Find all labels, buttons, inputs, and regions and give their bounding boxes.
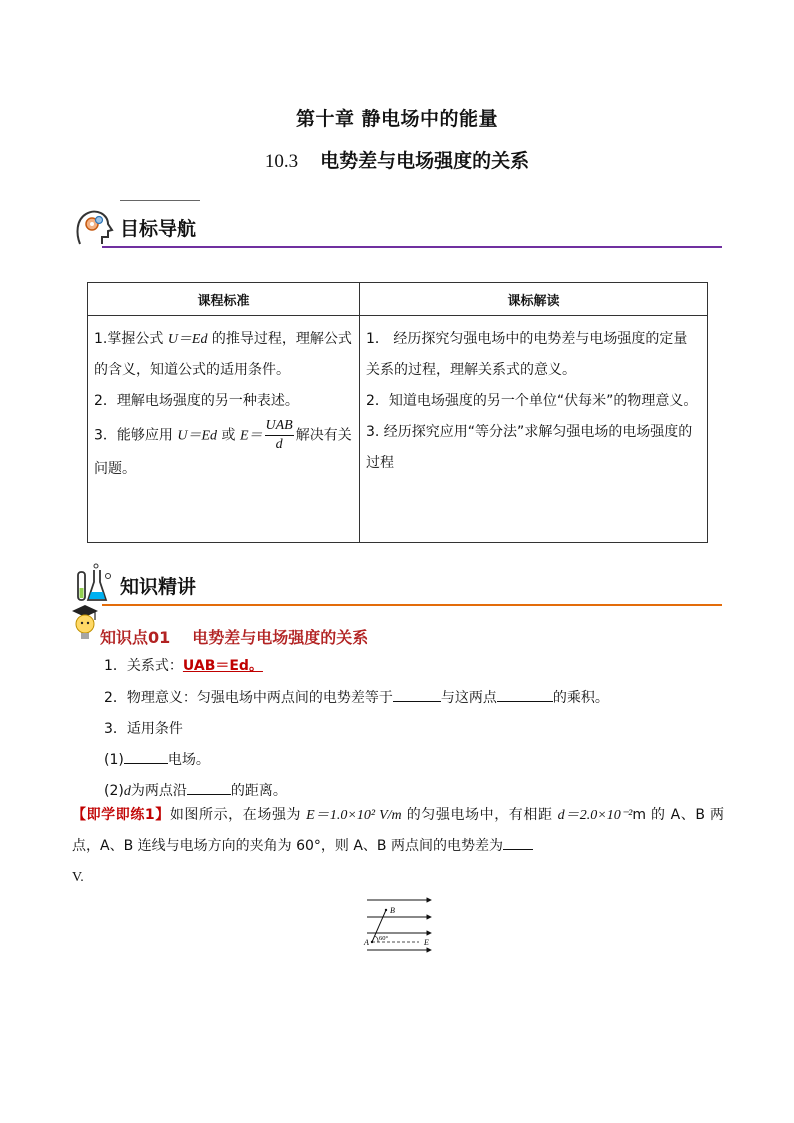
section-heading: 电势差与电场强度的关系: [320, 150, 530, 172]
kp-line-4: (1) 电场。: [104, 749, 210, 769]
interpretation-item-3: 3. 经历探究应用“等分法”求解匀强电场的电场强度的过程: [366, 424, 693, 471]
lab-flasks-icon: [72, 562, 116, 606]
interpretation-cell: [360, 316, 708, 543]
head-gears-icon: [72, 204, 116, 248]
interpretation-item-2: 2．知道电场强度的另一个单位“伏每米”的物理意义。: [366, 393, 698, 409]
standard-item-3: 3．能够应用 U＝Ed 或 E＝ $\frac{\text{UAB}}{d}$ 解决有关问题。: [94, 418, 352, 477]
angle-arc: [375, 936, 378, 942]
standard-item-2: 2．理解电场强度的另一种表述。: [94, 393, 299, 409]
knowledge-point-title: 知识点01 电势差与电场强度的关系: [100, 628, 369, 647]
knowledge-title: 知识精讲: [120, 576, 197, 598]
interpretation-item-1: 1． 经历探究匀强电场中的电势差与电场强度的定量关系的过程，理解关系式的意义。: [366, 331, 688, 378]
standard-item-1: 1.掌握公式 U＝Ed 的推导过程，理解公式的含义，知道公式的适用条件。: [94, 331, 352, 378]
target-nav-header: [72, 198, 722, 248]
label-e: E: [424, 938, 429, 947]
section-number: 10.3: [264, 151, 299, 172]
kp-line-2: 2．物理意义：匀强电场中两点间的电势差等于 与这两点 的乘积。: [104, 687, 609, 707]
kp-line-3: 3．适用条件: [104, 721, 183, 737]
chapter-title: 第十章 静电场中的能量: [295, 108, 499, 130]
fraction-uab-d: $\frac{\text{UAB}}{d}$: [265, 418, 293, 452]
exercise-1: 【即学即练1】如图所示，在场强为 E＝1.0×10² V/m 的匀强电场中，有相距 d＝2.0×10⁻²m 的 A、B 两点，A、B 连线与电场方向的夹角为 60°，则 A、B 两点间的电势差为 V.: [72, 807, 725, 885]
target-nav-rule: [102, 246, 722, 248]
knowledge-rule: [102, 604, 722, 606]
label-a: A: [364, 938, 369, 947]
angle-label: 60°: [379, 935, 389, 942]
col1-header: 课程标准: [88, 283, 360, 316]
kp-line-1: 1．关系式：UAB＝Ed。: [104, 658, 263, 674]
field-diagram: [355, 893, 440, 955]
target-nav-title: 目标导航: [120, 218, 197, 240]
col2-header: 课标解读: [360, 283, 708, 316]
section-title: [0, 146, 794, 173]
kp-line-5: (2)d为两点沿 的距离。: [104, 780, 287, 800]
standards-table: [87, 282, 708, 543]
point-b: [385, 909, 387, 911]
label-b: B: [390, 906, 395, 915]
point-a: [371, 941, 373, 943]
graduate-bulb-icon: [70, 604, 100, 642]
exercise-tag: 【即学即练1】: [72, 807, 170, 823]
course-standards-cell: [88, 316, 360, 543]
knowledge-header: [72, 556, 722, 606]
